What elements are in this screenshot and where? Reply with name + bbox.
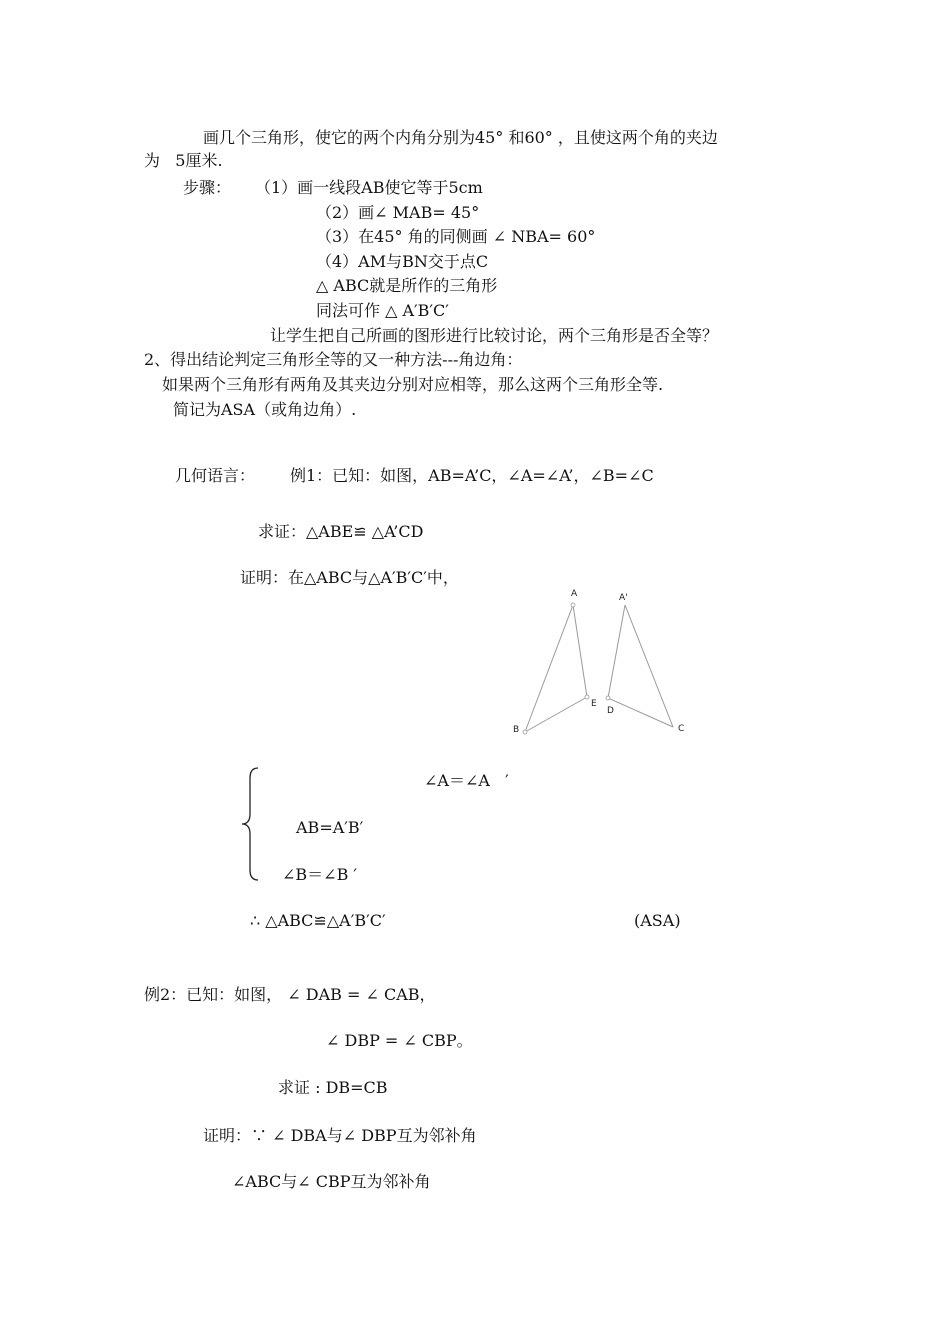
step-6: 同法可作 △ A′B′C′ xyxy=(316,301,449,320)
example2-given: 例2：已知：如图， ∠ DAB = ∠ CAB， xyxy=(144,985,436,1004)
segment-AE xyxy=(573,605,587,697)
conclusion-short: 简记为ASA（或角边角）. xyxy=(173,400,357,419)
conclusion-heading: 2、得出结论判定三角形全等的又一种方法---角边角： xyxy=(144,350,523,369)
condition-angle-A: ∠A＝∠A ′ xyxy=(424,771,509,790)
example2-proof-1: 证明：∵ ∠ DBA与∠ DBP互为邻补角 xyxy=(203,1126,477,1145)
example2-proof-2: ∠ABC与∠ CBP互为邻补角 xyxy=(232,1172,431,1191)
intro-line-1: 画几个三角形，使它的两个内角分别为45° 和60° ，且使这两个角的夹边 xyxy=(203,128,718,147)
step-3: （3）在45° 角的同侧画 ∠ NBA= 60° xyxy=(316,227,596,246)
segment-BE xyxy=(525,697,587,732)
intro-line-2: 为 5厘米. xyxy=(144,151,223,170)
label-A: A xyxy=(571,589,578,599)
example2-prove: 求证 : DB=CB xyxy=(278,1078,388,1097)
step-2: （2）画∠ MAB= 45° xyxy=(316,203,480,222)
conclusion-statement: 如果两个三角形有两角及其夹边分别对应相等，那么这两个三角形全等. xyxy=(162,375,664,394)
triangles-figure xyxy=(505,582,695,742)
example2-given-2: ∠ DBP = ∠ CBP。 xyxy=(326,1031,473,1050)
label-E: E xyxy=(591,699,597,709)
step-4: （4）AM与BN交于点C xyxy=(316,252,489,271)
discussion-prompt: 让学生把自己所画的图形进行比较讨论，两个三角形是否全等？ xyxy=(270,326,719,345)
steps-label: 步骤： xyxy=(183,178,232,197)
step-5: △ ABC就是所作的三角形 xyxy=(316,276,498,295)
segment-AB xyxy=(525,605,573,732)
segment-A2D xyxy=(608,605,625,698)
point-B xyxy=(523,730,527,734)
example1-prove: 求证：△ABE≌ △A’CD xyxy=(258,522,424,541)
example1-proof-start: 证明：在△ABC与△A′B′C′中， xyxy=(240,568,459,587)
label-B: B xyxy=(513,725,520,735)
left-brace xyxy=(238,766,262,882)
reason-asa: (ASA) xyxy=(634,911,681,930)
point-D xyxy=(606,696,610,700)
example1-given: 例1：已知：如图，AB=A’C，∠A=∠A’，∠B=∠C xyxy=(290,466,654,485)
condition-side-AB: AB=A′B′ xyxy=(296,818,364,837)
condition-angle-B: ∠B＝∠B ′ xyxy=(282,865,358,884)
label-A-prime: A' xyxy=(619,593,628,603)
label-C: C xyxy=(678,724,685,734)
point-A xyxy=(571,603,575,607)
therefore-congruent: ∴ △ABC≌△A′B′C′ xyxy=(250,911,386,930)
point-E xyxy=(585,695,589,699)
step-1: （1）画一线段AB使它等于5cm xyxy=(255,178,483,197)
geometry-language-label: 几何语言： xyxy=(175,466,256,485)
label-D: D xyxy=(607,706,614,716)
